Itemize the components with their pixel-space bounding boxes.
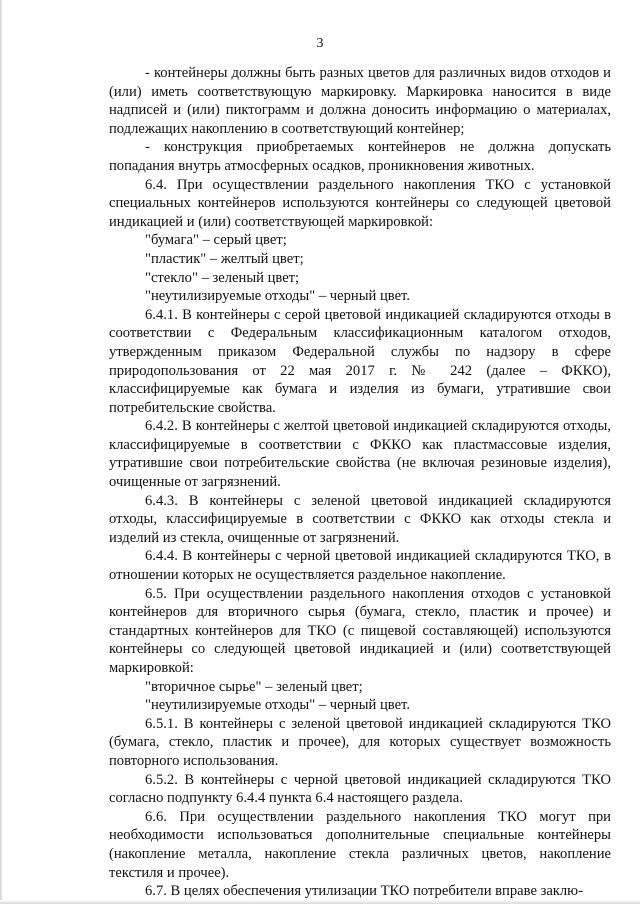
list-item-non-recyclable: "неутилизируемые отходы" – черный цвет. [145,288,410,305]
scan-bottom-edge [0,900,640,904]
page-number: 3 [316,36,324,51]
list-item-secondary-raw: "вторичное сырье" – зеленый цвет; [145,678,363,695]
paragraph-containers-construction: - конструкция приобретаемых контейнеров не должна допускать попадания внутрь атмосферных осадков, проникновения животных. [109,139,611,174]
paragraph-6-4-1: 6.4.1. В контейнеры с серой цветовой индикацией складируются отходы в соответствии с Федеральным классификационным каталогом отходов, утвержденным приказом Федеральной службы по надзору в сфере природопользования от 22 мая 2017 г. № 242 (далее – ФККО), классифицируемые как бумага и изделия из бумаги, утратившие свои потребительские свойства. [109,306,611,416]
paragraph-6-4-3: 6.4.3. В контейнеры с зеленой цветовой индикацией складируются отходы, классифицируемые в соответствии с ФККО как отходы стекла и изделий из стекла, очищенные от загрязнений. [109,492,611,546]
paragraph-6-7: 6.7. В целях обеспечения утилизации ТКО потребители вправе заклю- [145,883,583,900]
paragraph-6-6: 6.6. При осуществлении раздельного накопления ТКО могут при необходимости использоваться дополнительные специальные контейнеры (накопление металла, накопление стекла различных цветов, накопление текстиля и прочее). [109,808,611,881]
list-item-glass: "стекло" – зеленый цвет; [145,269,300,286]
document-body [109,64,611,901]
list-item-non-recyclable-2: "неутилизируемые отходы" – черный цвет. [145,697,410,714]
paragraph-6-5: 6.5. При осуществлении раздельного накопления отходов с установкой контейнеров для вторичного сырья (бумага, стекло, пластик и прочее) и стандартных контейнеров для ТКО (с пищевой составляющей) используются контейнеры со следующей цветовой индикацией и (или) соответствующей маркировкой: [109,585,611,676]
paragraph-6-4-4: 6.4.4. В контейнеры с черной цветовой индикацией складируются ТКО, в отношении которых не осуществляется раздельное накопление. [109,548,611,584]
scan-edge-shadow [0,0,3,904]
list-item-plastic: "пластик" – желтый цвет; [145,250,304,267]
paragraph-containers-colors: - контейнеры должны быть разных цветов для различных видов отходов и (или) иметь соответствующую маркировку. Маркировка наносится в виде надписей и (или) пиктограмм и должна доносить информацию о материалах, подлежащих накоплению в соответствующий контейнер; [109,65,611,137]
paragraph-6-5-2: 6.5.2. В контейнеры с черной цветовой индикацией складируются ТКО согласно подпункту 6.4.4 пункта 6.4 настоящего раздела. [109,771,611,807]
list-item-paper: "бумага" – серый цвет; [145,232,287,249]
paragraph-6-4: 6.4. При осуществлении раздельного накопления ТКО с установкой специальных контейнеров используются контейнеры со следующей цветовой индикацией и (или) соответствующей маркировкой: [109,176,611,230]
paragraph-6-4-2: 6.4.2. В контейнеры с желтой цветовой индикацией складируются отходы, классифицируемые в соответствии с ФККО как пластмассовые изделия, утратившие свои потребительские свойства (не включая резиновые изделия), очищенные от загрязнений. [109,418,611,491]
paragraph-6-5-1: 6.5.1. В контейнеры с зеленой цветовой индикацией складируются ТКО (бумага, стекло, пластик и прочее), для которых существует возможность повторного использования. [109,715,611,769]
